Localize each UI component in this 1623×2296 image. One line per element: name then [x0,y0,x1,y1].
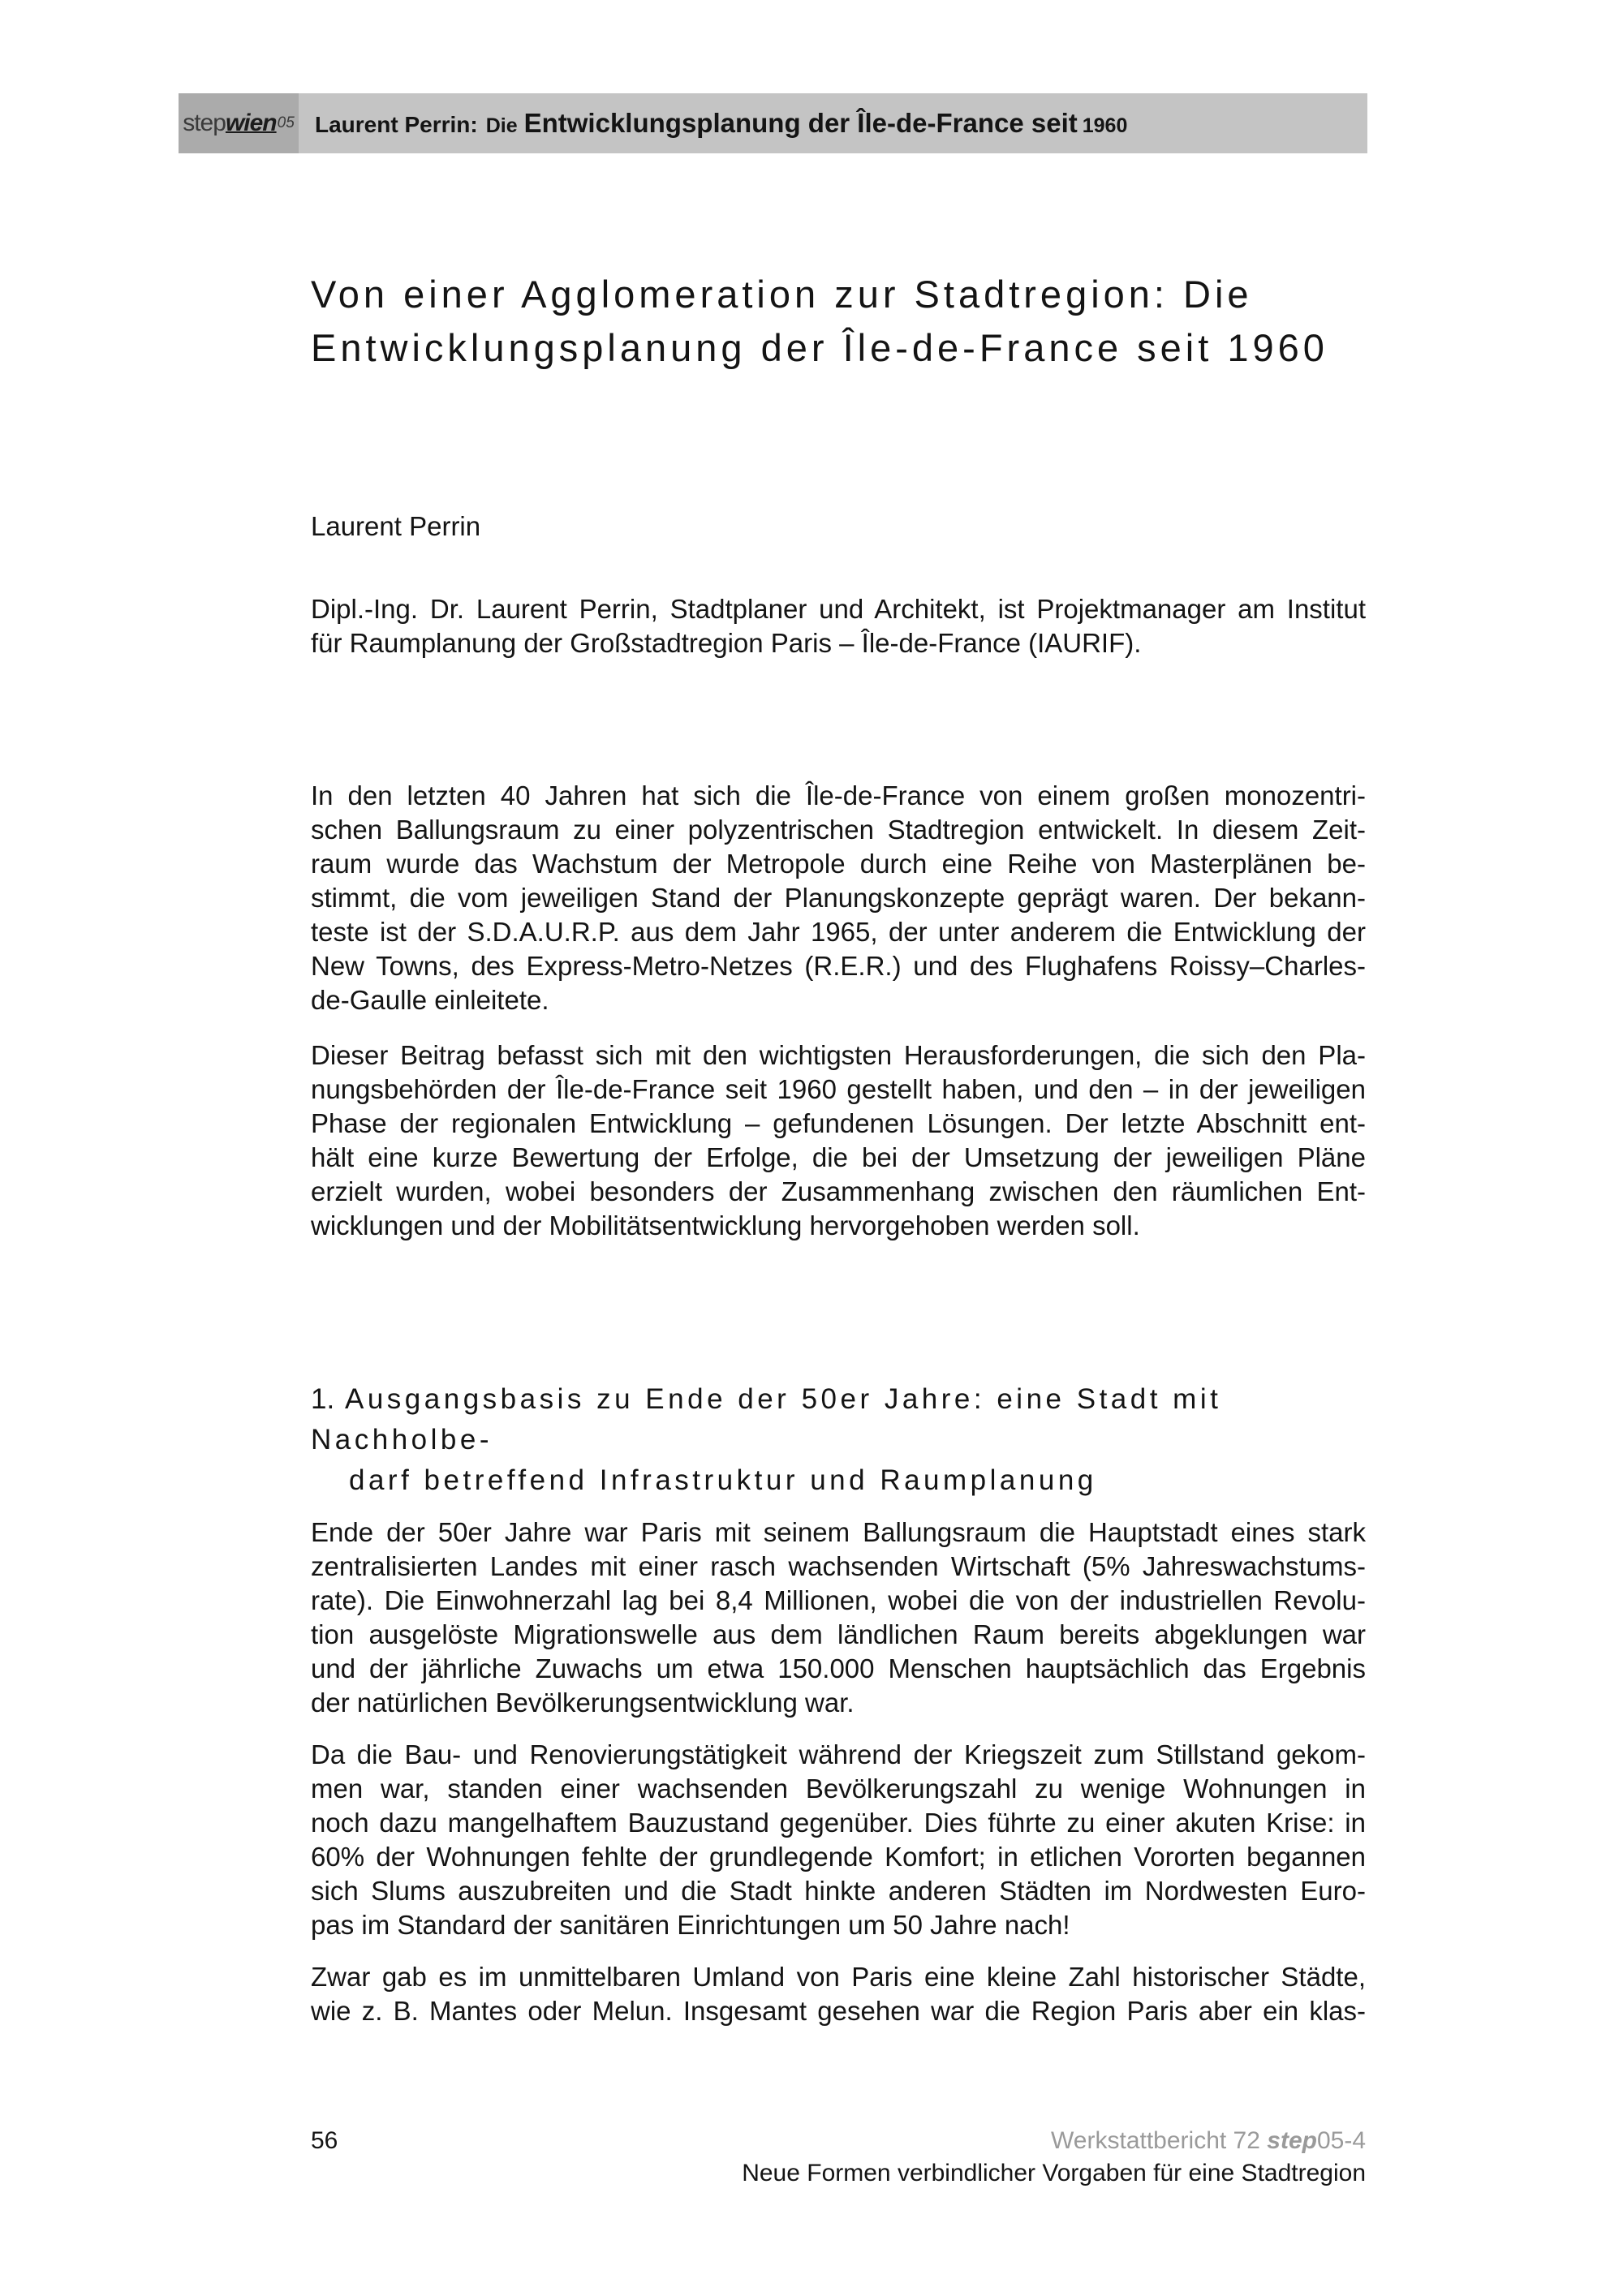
logo-year-text: 05 [277,114,295,131]
text-line: noch dazu mangelhaftem Bauzustand gegenüber. Dies führte zu einer akuten Krise: in [311,1808,1366,1838]
footer-series-brand: step [1267,2127,1317,2154]
text-line: und der jährliche Zuwachs um etwa 150.000 Menschen hauptsächlich das Ergebnis [311,1653,1366,1683]
text-line: sich Slums auszubreiten und die Stadt hinkte anderen Städten im Nordwesten Euro- [311,1876,1366,1906]
header-title [315,108,1127,139]
text-line: pas im Standard der sanitären Einrichtungen um 50 Jahre nach! [311,1910,1070,1940]
footer-series-prefix: Werkstattbericht 72 [1051,2127,1268,2154]
section-number: 1. [311,1383,335,1415]
footer-series-suffix: 05-4 [1316,2127,1366,2154]
text-line: Phase der regionalen Entwicklung – gefundenen Lösungen. Der letzte Abschnitt ent- [311,1108,1366,1138]
header-title-year: 1960 [1082,114,1128,137]
text-line: Dieser Beitrag befasst sich mit den wichtigsten Herausforderungen, die sich den Pla- [311,1040,1366,1070]
text-line: der natürlichen Bevölkerungsentwicklung war. [311,1688,855,1718]
article-title [311,268,1390,375]
section-heading-line: darf betreffend Infrastruktur und Raumplanung [349,1464,1097,1496]
section-paragraph [311,1738,1366,1942]
article-title-line: Von einer Agglomeration zur Stadtregion: Die [311,273,1253,316]
section-paragraph [311,1960,1366,2028]
section-heading [311,1379,1390,1501]
header-author: Laurent Perrin: [315,112,478,137]
text-line: nungsbehörden der Île-de-France seit 1960 gestellt haben, und den – in der jeweiligen [311,1074,1366,1104]
text-line: wicklungen und der Mobilitätsentwicklung hervorgehoben werden soll. [311,1210,1140,1240]
section-heading-line: Ausgangsbasis zu Ende der 50er Jahre: eine Stadt mit Nachholbe- [311,1383,1222,1455]
intro-paragraph [311,1038,1366,1243]
step-wien-logo [179,93,299,153]
text-line: stimmt, die vom jeweiligen Stand der Planungskonzepte geprägt waren. Der bekann- [311,883,1366,913]
section-paragraph [311,1516,1366,1720]
page-number: 56 [311,2127,338,2154]
logo-step-text: step [183,110,226,136]
text-line: In den letzten 40 Jahren hat sich die Île-de-France von einem großen monozentri- [311,780,1366,810]
text-line: men war, standen einer wachsenden Bevölkerungszahl zu wenige Wohnungen in [311,1774,1366,1804]
text-line: zentralisierten Landes mit einer rasch wachsenden Wirtschaft (5% Jahreswachstums- [311,1551,1366,1581]
text-line: teste ist der S.D.A.U.R.P. aus dem Jahr 1965, der unter anderem die Entwicklung der [311,917,1366,947]
footer-subtitle: Neue Formen verbindlicher Vorgaben für eine Stadtregion [742,2160,1366,2186]
header-title-main: Entwicklungsplanung der Île-de-France seit [523,108,1078,138]
running-header [179,93,1367,153]
bio-line: für Raumplanung der Großstadtregion Paris – Île-de-France (IAURIF). [311,628,1142,658]
text-line: rate). Die Einwohnerzahl lag bei 8,4 Millionen, wobei die von der industriellen Revolu- [311,1585,1366,1615]
text-line: Da die Bau- und Renovierungstätigkeit während der Kriegszeit zum Stillstand gekom- [311,1739,1366,1769]
text-line: Ende der 50er Jahre war Paris mit seinem Ballungsraum die Hauptstadt eines stark [311,1517,1366,1547]
text-line: erzielt wurden, wobei besonders der Zusammenhang zwischen den räumlichen Ent- [311,1176,1366,1206]
text-line: de-Gaulle einleitete. [311,985,549,1015]
header-title-die: Die [485,114,518,137]
text-line: 60% der Wohnungen fehlte der grundlegende Komfort; in etlichen Vororten begannen [311,1842,1366,1872]
bio-line: Dipl.-Ing. Dr. Laurent Perrin, Stadtplaner und Architekt, ist Projektmanager am Institut [311,594,1366,624]
text-line: schen Ballungsraum zu einer polyzentrischen Stadtregion entwickelt. In diesem Zeit- [311,815,1366,845]
author-name: Laurent Perrin [311,511,481,541]
article-title-line: Entwicklungsplanung der Île-de-France seit 1960 [311,326,1328,369]
footer-series [1051,2127,1366,2155]
text-line: Zwar gab es im unmittelbaren Umland von Paris eine kleine Zahl historischer Städte, [311,1962,1366,1992]
text-line: tion ausgelöste Migrationswelle aus dem ländlichen Raum bereits abgeklungen war [311,1619,1366,1649]
text-line: hält eine kurze Bewertung der Erfolge, die bei der Umsetzung der jeweiligen Pläne [311,1142,1366,1172]
text-line: wie z. B. Mantes oder Melun. Insgesamt gesehen war die Region Paris aber ein klas- [311,1996,1366,2026]
intro-paragraph [311,779,1366,1017]
author-bio [311,592,1366,660]
text-line: New Towns, des Express-Metro-Netzes (R.E.R.) und des Flughafens Roissy–Charles- [311,951,1366,981]
logo-wien-text: wien [225,110,277,136]
text-line: raum wurde das Wachstum der Metropole durch eine Reihe von Masterplänen be- [311,849,1366,879]
